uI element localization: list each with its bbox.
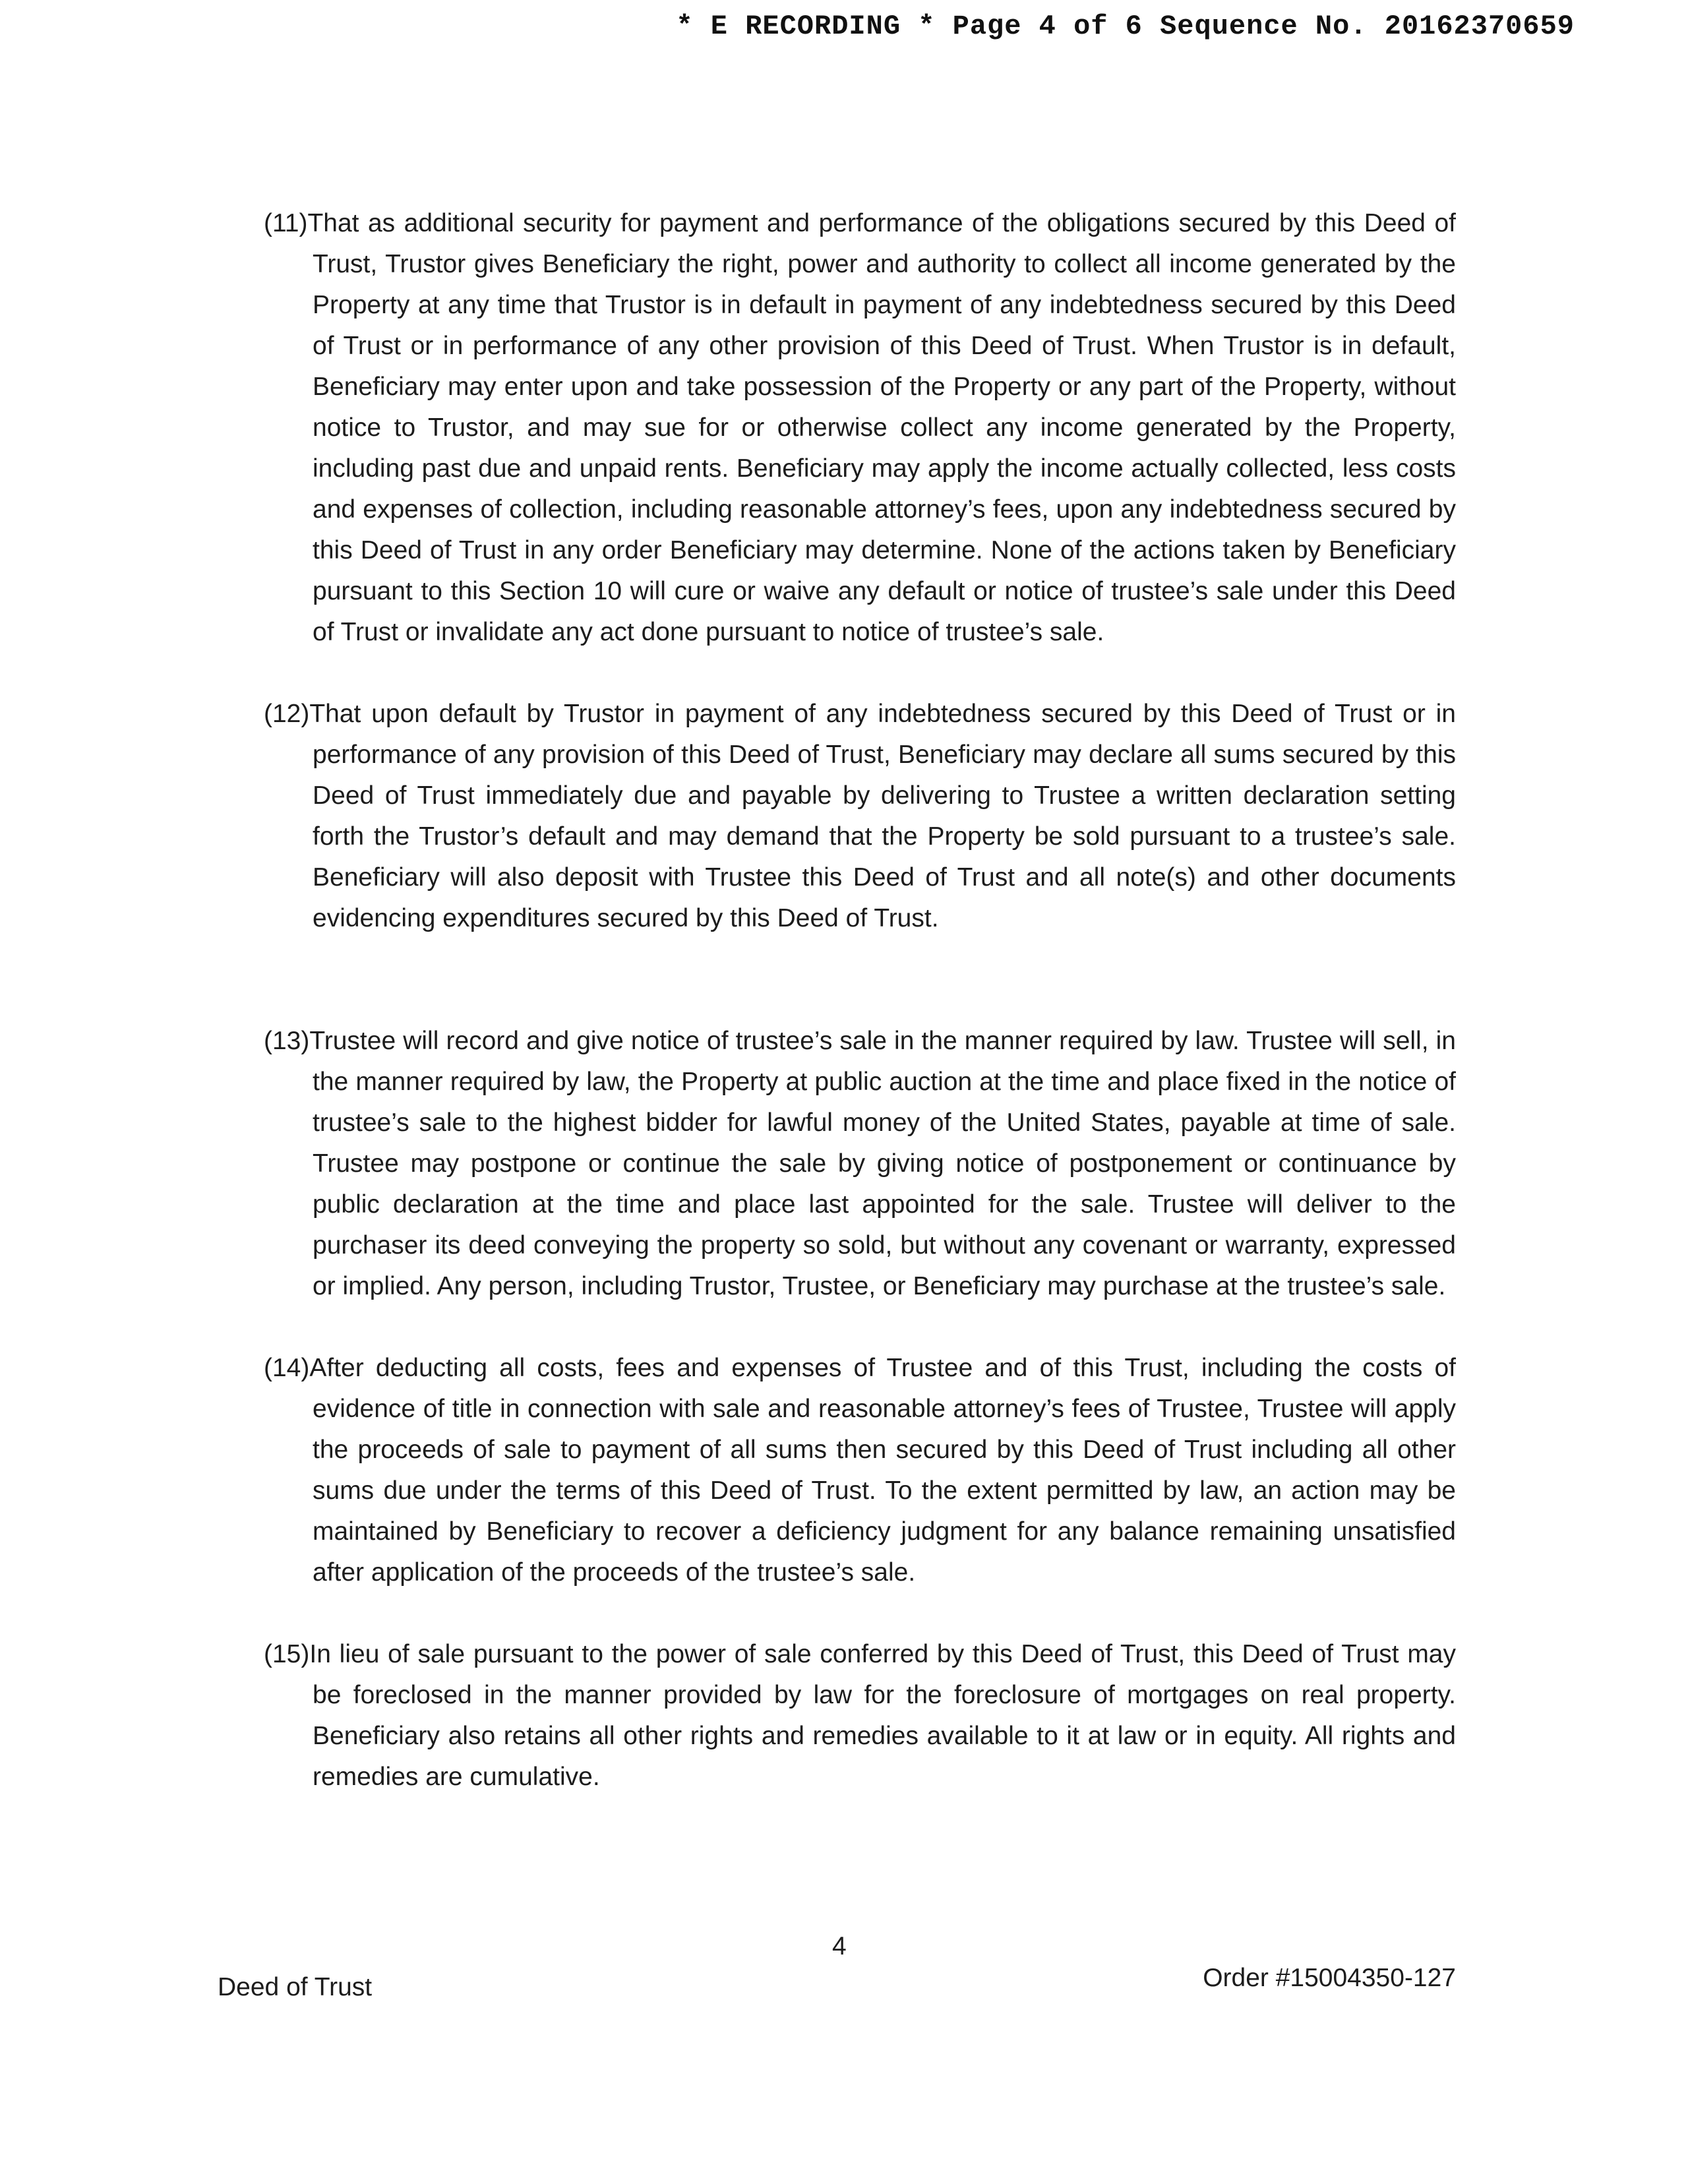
clause-number: (13) bbox=[264, 1027, 310, 1055]
clause-text: Trustee will record and give notice of trustee’s sale in the manner required by law. Trustee will sell, in the manner required by law, the Property at public auction at the time and place fixed in the notice of trustee’s sale to the highest bidder for lawful money of the United States, payable at time of sale. Trustee may postpone or continue the sale by giving notice of postponement or continuance by public declaration at the time and place last appointed for the sale. Trustee will deliver to the purchaser its deed conveying the property so sold, but without any covenant or warranty, expressed or implied. Any person, including Trustor, Trustee, or Beneficiary may purchase at the trustee’s sale. bbox=[309, 1027, 1456, 1300]
clause-text: After deducting all costs, fees and expenses of Trustee and of this Trust, including the costs of evidence of title in connection with sale and reasonable attorney’s fees of Trustee, Trustee will apply the proceeds of sale to payment of all sums then secured by this Deed of Trust including all other sums due under the terms of this Deed of Trust. To the extent permitted by law, an action may be maintained by Beneficiary to recover a deficiency judgment for any balance remaining unsatisfied after application of the proceeds of the trustee’s sale. bbox=[309, 1354, 1456, 1587]
clause-number: (11) bbox=[264, 209, 308, 237]
order-number: Order #15004350-127 bbox=[1203, 1964, 1456, 1992]
clause-12 bbox=[264, 694, 1456, 939]
page-number: 4 bbox=[832, 1932, 847, 1960]
clause-text: That upon default by Trustor in payment of any indebtedness secured by this Deed of Trust or in performance of any provision of this Deed of Trust, Beneficiary may declare all sums secured by this Deed of Trust immediately due and payable by delivering to Trustee a written declaration setting forth the Trustor’s default and may demand that the Property be sold pursuant to a trustee’s sale. Beneficiary will also deposit with Trustee this Deed of Trust and all note(s) and other documents evidencing expenditures secured by this Deed of Trust. bbox=[309, 700, 1456, 932]
clause-15 bbox=[264, 1634, 1456, 1798]
clause-number: (12) bbox=[264, 700, 310, 728]
clause-number: (14) bbox=[264, 1354, 310, 1382]
clause-11 bbox=[264, 203, 1456, 653]
clause-number: (15) bbox=[264, 1640, 310, 1668]
clause-text: That as additional security for payment and performance of the obligations secured by this Deed of Trust, Trustor gives Beneficiary the right, power and authority to collect all income generated by the Property at any time that Trustor is in default in payment of any indebtedness secured by this Deed of Trust or in performance of any other provision of this Deed of Trust. When Trustor is in default, Beneficiary may enter upon and take possession of the Property or any part of the Property, without notice to Trustor, and may sue for or otherwise collect any income generated by the Property, including past due and unpaid rents. Beneficiary may apply the income actually collected, less costs and expenses of collection, including reasonable attorney’s fees, upon any indebtedness secured by this Deed of Trust in any order Beneficiary may determine. None of the actions taken by Beneficiary pursuant to this Section 10 will cure or waive any default or notice of trustee’s sale under this Deed of Trust or invalidate any act done pursuant to notice of trustee’s sale. bbox=[307, 209, 1456, 646]
document-title: Deed of Trust bbox=[218, 1973, 373, 2001]
clause-text: In lieu of sale pursuant to the power of sale conferred by this Deed of Trust, this Deed of Trust may be foreclosed in the manner provided by law for the foreclosure of mortgages on real property. Beneficiary also retains all other rights and remedies available to it at law or in equity. All rights and remedies are cumulative. bbox=[309, 1640, 1456, 1791]
document-body bbox=[264, 203, 1456, 1798]
clause-14 bbox=[264, 1348, 1456, 1593]
recording-header: * E RECORDING * Page 4 of 6 Sequence No. 20162370659 bbox=[676, 11, 1575, 42]
clause-13 bbox=[264, 1021, 1456, 1307]
